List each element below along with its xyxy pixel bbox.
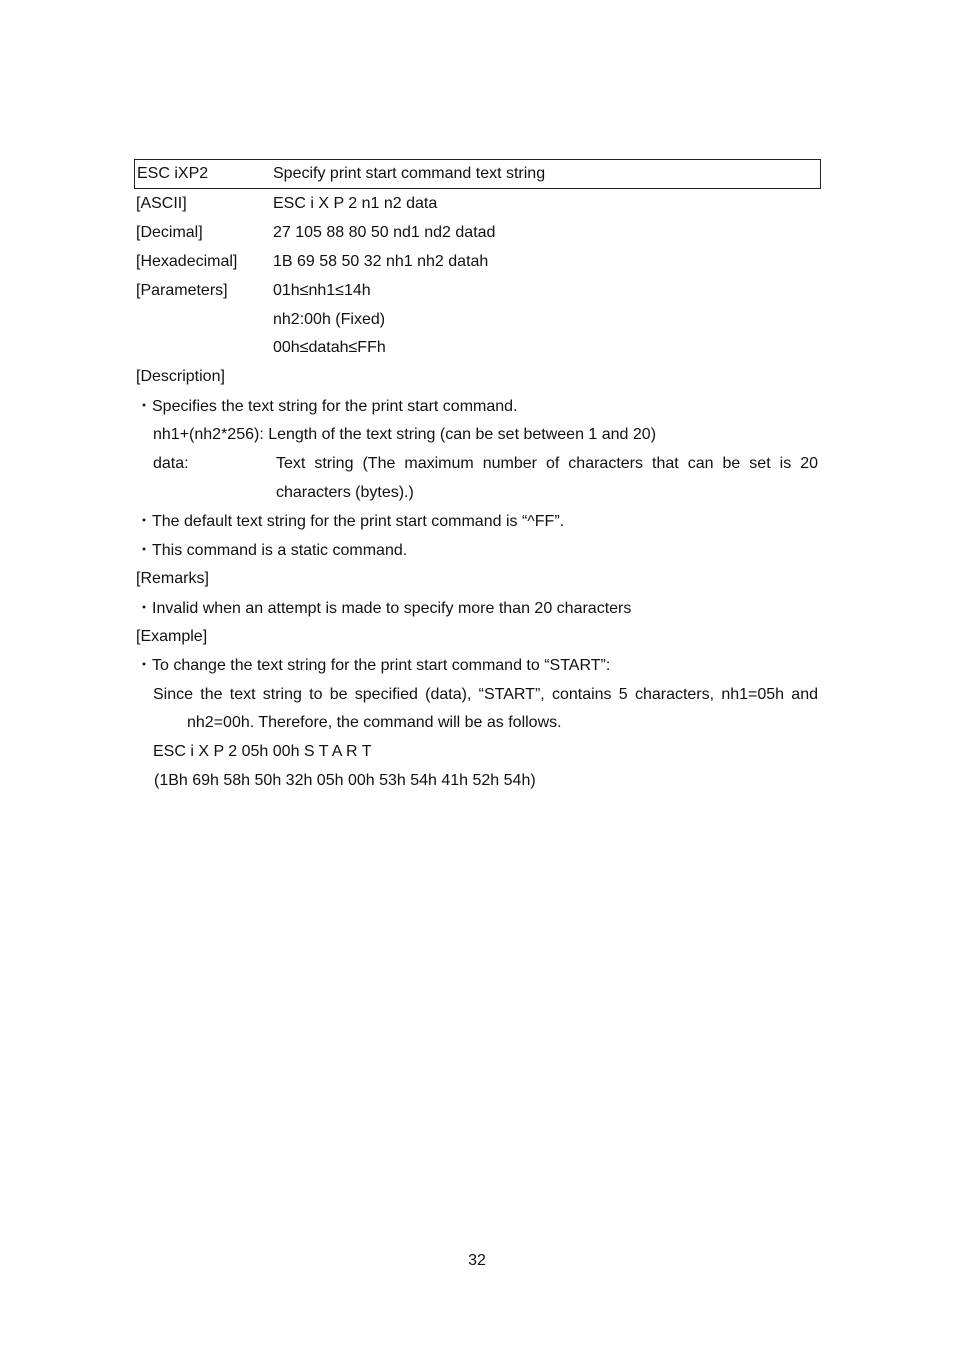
description-bullet-default: ・The default text string for the print start command is “^FF”. xyxy=(136,513,565,530)
example-label: [Example] xyxy=(136,628,208,645)
parameters-label: [Parameters] xyxy=(136,282,228,299)
parameter-nh1-range: 01h≤nh1≤14h xyxy=(273,282,371,299)
description-label: [Description] xyxy=(136,368,225,385)
description-bullet-static: ・This command is a static command. xyxy=(136,542,408,559)
parameter-datah-range: 00h≤datah≤FFh xyxy=(273,339,386,356)
description-data-line-2: characters (bytes).) xyxy=(276,484,414,501)
command-title: Specify print start command text string xyxy=(273,165,546,182)
example-line-1: Since the text string to be specified (data), “START”, contains 5 characters, nh1=05h and xyxy=(153,686,818,703)
ascii-value: ESC i X P 2 n1 n2 data xyxy=(273,195,438,212)
description-bullet-specifies: ・Specifies the text string for the print start command. xyxy=(136,398,518,415)
parameter-nh2-fixed: nh2:00h (Fixed) xyxy=(273,311,386,328)
decimal-value: 27 105 88 80 50 nd1 nd2 datad xyxy=(273,224,496,241)
remarks-label: [Remarks] xyxy=(136,570,209,587)
description-data-label: data: xyxy=(153,455,189,472)
description-length-line: nh1+(nh2*256): Length of the text string (can be set between 1 and 20) xyxy=(153,426,657,443)
example-line-2: nh2=00h. Therefore, the command will be as follows. xyxy=(187,714,562,731)
command-name: ESC iXP2 xyxy=(137,165,209,182)
ascii-label: [ASCII] xyxy=(136,195,187,212)
command-header-box xyxy=(134,159,821,189)
remarks-bullet-invalid: ・Invalid when an attempt is made to specify more than 20 characters xyxy=(136,600,632,617)
example-command: ESC i X P 2 05h 00h S T A R T xyxy=(153,743,372,760)
description-data-line-1: Text string (The maximum number of characters that can be set is 20 xyxy=(276,455,818,472)
hex-value: 1B 69 58 50 32 nh1 nh2 datah xyxy=(273,253,489,270)
page-number: 32 xyxy=(468,1252,486,1269)
hex-label: [Hexadecimal] xyxy=(136,253,238,270)
example-hex: (1Bh 69h 58h 50h 32h 05h 00h 53h 54h 41h 52h 54h) xyxy=(154,772,536,789)
decimal-label: [Decimal] xyxy=(136,224,203,241)
example-bullet-change: ・To change the text string for the print start command to “START”: xyxy=(136,657,611,674)
